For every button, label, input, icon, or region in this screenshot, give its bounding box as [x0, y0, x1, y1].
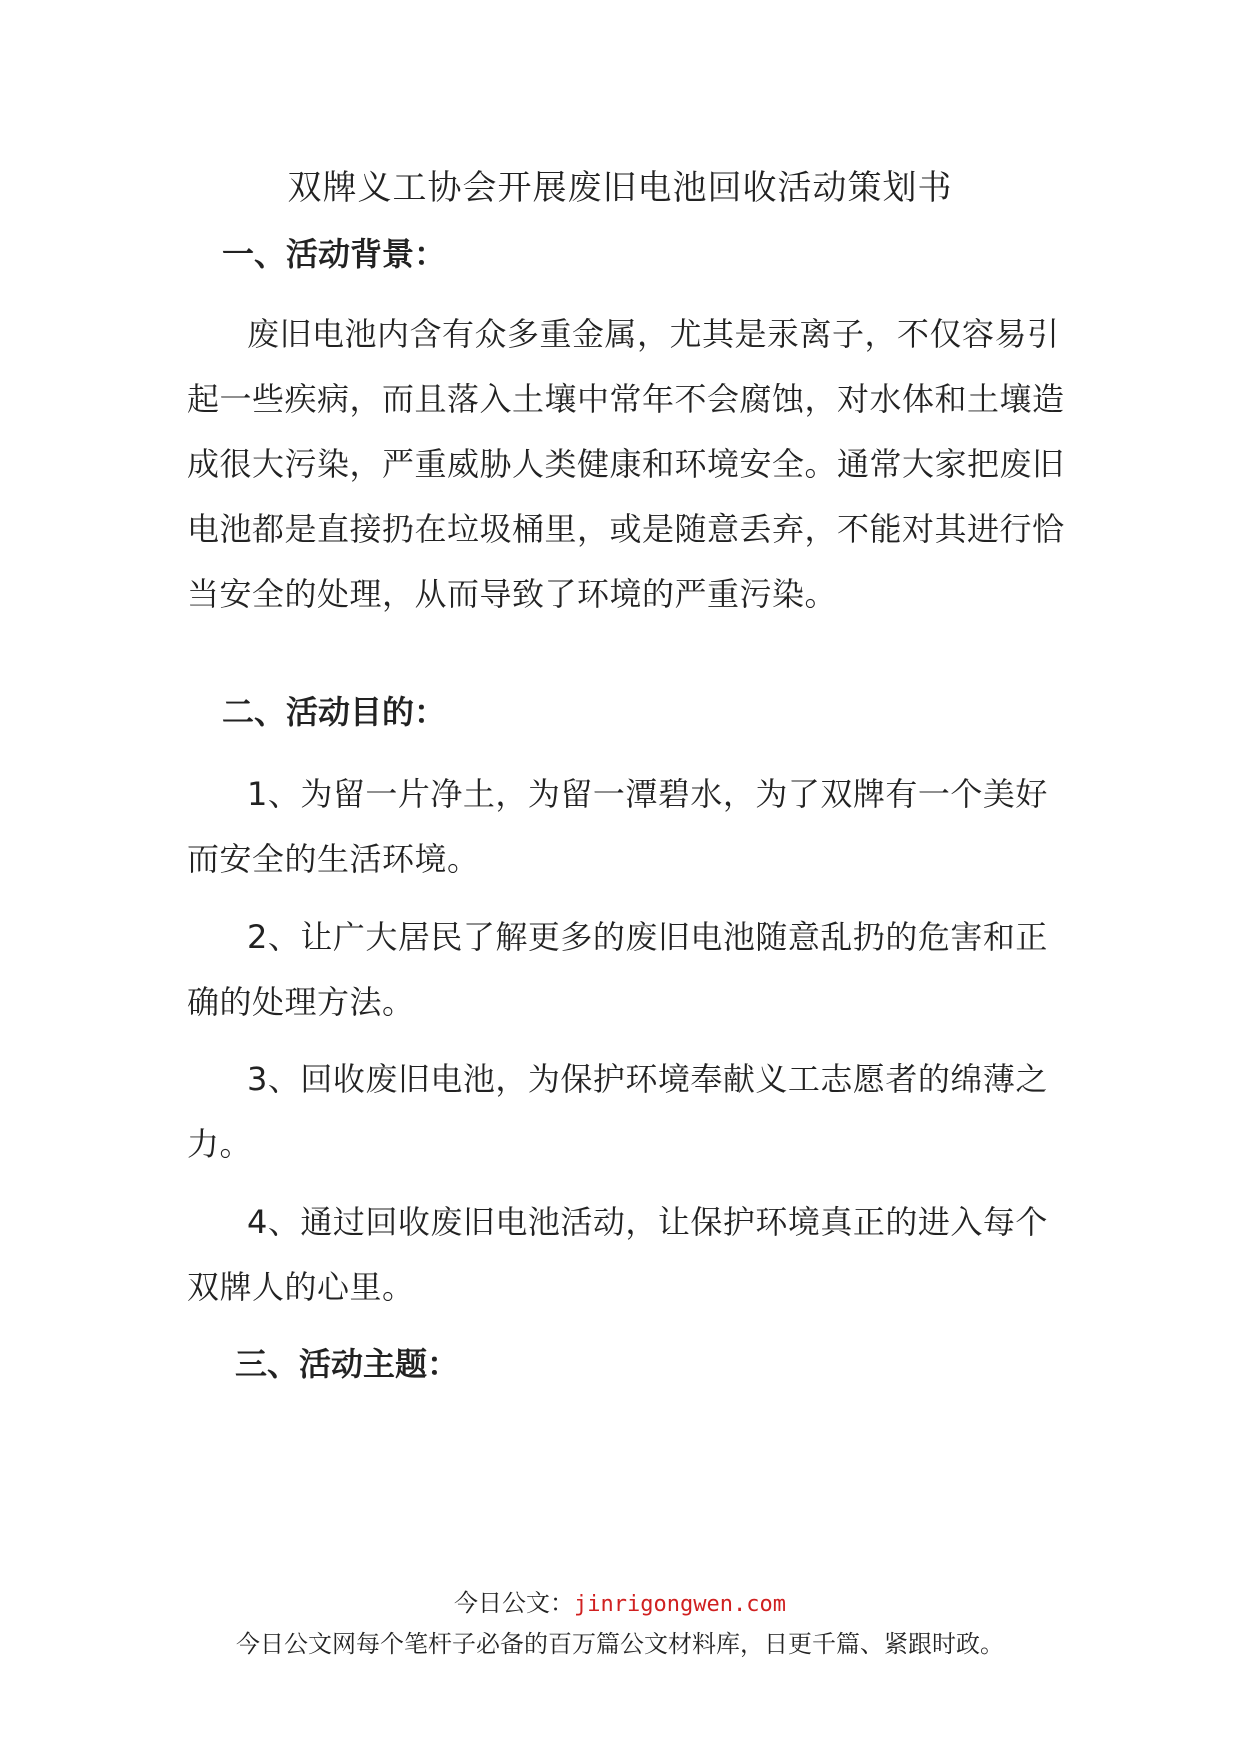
purpose-item-4: 4、通过回收废旧电池活动，让保护环境真正的进入每个双牌人的心里。 — [187, 1203, 1048, 1306]
paragraph-background: 废旧电池内含有众多重金属，尤其是汞离子，不仅容易引起一些疾病，而且落入土壤中常年不会腐蚀，对水体和土壤造成很大污染，严重威胁人类健康和环境安全。通常大家把废旧电池都是直接扔在垃圾桶里，或是随意丢弃，不能对其进行恰当安全的处理，从而导致了环境的严重污染。 — [187, 315, 1065, 613]
section-heading-purpose: 二、活动目的： — [222, 693, 447, 731]
footer-site-link[interactable]: jinrigongwen.com — [574, 1592, 786, 1617]
purpose-item-3: 3、回收废旧电池，为保护环境奉献义工志愿者的绵薄之力。 — [187, 1060, 1048, 1163]
purpose-item-1: 1、为留一片净土，为留一潭碧水，为了双牌有一个美好而安全的生活环境。 — [187, 775, 1048, 878]
section-heading-background: 一、活动背景： — [222, 235, 447, 273]
footer-slogan: 今日公文网每个笔杆子必备的百万篇公文材料库，日更千篇、紧跟时政。 — [236, 1630, 1004, 1658]
footer-site — [0, 1587, 1240, 1621]
section-heading-theme: 三、活动主题： — [235, 1345, 460, 1383]
footer-site-label: 今日公文： — [454, 1589, 575, 1617]
purpose-item-2: 2、让广大居民了解更多的废旧电池随意乱扔的危害和正确的处理方法。 — [187, 918, 1048, 1021]
document-title: 双牌义工协会开展废旧电池回收活动策划书 — [287, 168, 953, 208]
